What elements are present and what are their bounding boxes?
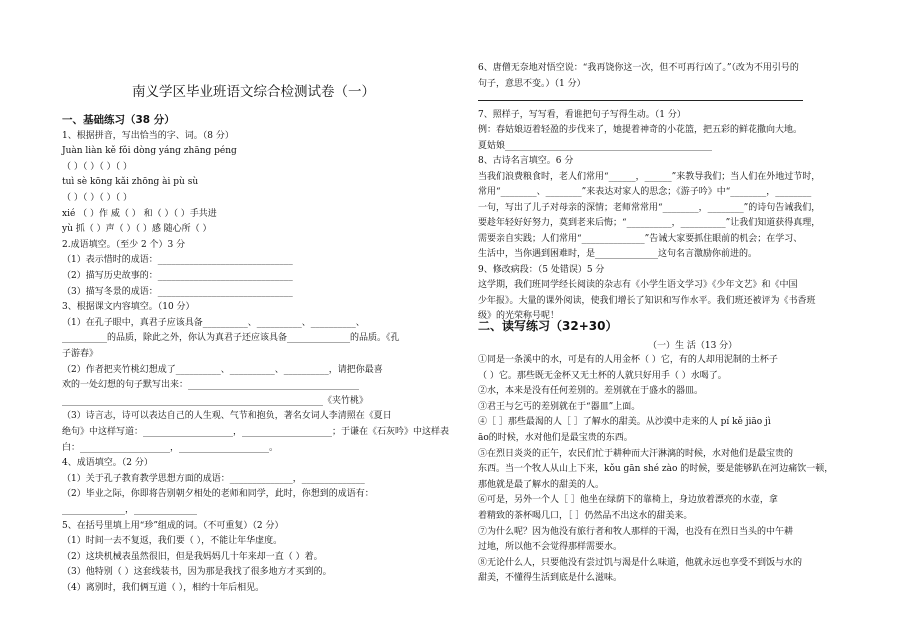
left-lines-line: （ ）（ ）（ ）（ ）	[62, 193, 132, 203]
left-lines-line: __________的品质，除此之外，你认为真君子还应该具备______________的品质。《孔	[62, 333, 400, 344]
left-lines-line: （1）关于孔子教育教学思想方面的成语：______________，______________	[62, 473, 365, 484]
left-lines-line: __________________________________________________________《夹竹桃》	[62, 395, 369, 406]
right-lines-line: 当我们浪费粮食时，老人们常用“______，______”来教导我们；当人们在外地过节时，	[478, 171, 821, 182]
right-lines-line: 一句，写出了儿子对母亲的深情；老师常常用“________，________”的诗句告诫我们，	[478, 202, 821, 213]
passage-lines-line: ⑧无论什么人，只要他没有尝过饥与渴是什么味道，他就永远也享受不到饭与水的	[478, 557, 803, 568]
left-lines-line: （1）在孔子眼中，真君子应该具备__________、__________、__________、	[62, 317, 365, 328]
passage-lines-line: ④［ ］那些最渴的人［ ］了解水的甜美。从沙漠中走来的人 pí kě jiāo jì	[478, 417, 771, 428]
passage-lines-line: ⑥可是，另外一个人［ ］他坐在绿荫下的靠椅上，身边放着漂亮的水壶，拿	[478, 495, 778, 506]
right-lines-line: 句子，意思不变。）（1 分）	[478, 78, 586, 89]
left-lines-line: tuì sè kōng kǎi zhōng ài pù sù	[62, 177, 199, 188]
passage-lines-line: ②水，本来是没有任何差别的。差别就在于盛水的器皿。	[478, 386, 704, 397]
right-lines-line: 6、唐僧无奈地对悟空说：“我再饶你这一次，但不可再行凶了。”（改为不用引号的	[478, 63, 799, 73]
answer-line-q6	[478, 100, 803, 101]
section-2-heading: 二、读写练习（32+30）	[478, 319, 618, 333]
right-lines-line: 生活中，当你遇到困难时，是______________这句名言激励你前进的。	[478, 249, 758, 259]
passage-lines-line: 那他就是最了解水的甜美的人。	[478, 479, 605, 490]
passage-lines-line: āo的时候，水对他们是最宝贵的东西。	[478, 433, 633, 443]
left-lines-line: （2）这块机械表虽然很旧，但是我妈妈几十年来却一直（ ）着。	[62, 551, 323, 562]
left-lines-line: （2）作者把夹竹桃幻想成了__________、__________、__________，请把你最喜	[62, 364, 383, 375]
left-lines-line: （3）诗言志，诗可以表达自己的人生观、气节和抱负，著名女词人李清照在《夏日	[62, 411, 392, 422]
left-lines-line: （1）时间一去不复返，我们要（ ），不能让年华虚度。	[62, 536, 283, 547]
left-lines-line: 欢的一处幻想的句子默写出来：______________________________________	[62, 380, 360, 391]
left-lines-line: 一、基础练习（38 分）	[62, 114, 175, 126]
left-lines-line: （3）他特别（ ）这套线装书，因为那是我找了很多地方才买到的。	[62, 567, 332, 578]
passage-lines-line: ⑤在烈日炎炎的正午，农民们忙于耕种而大汗淋漓的时候，水对他们是最宝贵的	[478, 448, 794, 459]
passage-title: （一）生 活（13 分）	[648, 341, 738, 351]
left-lines-line: （1）表示惜时的成语：______________________________	[62, 255, 293, 266]
left-lines-line: Juàn liàn kě fǒi dòng yáng zhāng péng	[62, 146, 237, 157]
left-lines-line: 3、根据课文内容填空。（10 分）	[62, 302, 195, 313]
left-lines-line: 5、在括号里填上用“珍”组成的词。（不可重复）（2 分）	[62, 520, 284, 531]
left-lines-line: （2）毕业之际，你即将告别朝夕相处的老师和同学，此时，你想到的成语有：	[62, 489, 374, 500]
passage-lines-line: ①同是一条溪中的水，可是有的人用金杯（ ）它，有的人却用泥制的土杯子	[478, 355, 778, 365]
right-lines-line: 9、修改病段：（5 处错误）5 分	[478, 264, 605, 275]
left-lines-line: 白：____________________，____________________。	[62, 442, 279, 453]
right-lines-line: 夏姑娘______________________________________________	[478, 140, 713, 151]
right-lines-line: 7、照样子，写写看，看谁把句子写得生动。（1 分）	[478, 109, 686, 120]
passage-lines-line: ⑦为什么呢？因为他没有旅行者和牧人那样的干渴，也没有在烈日当头的中午耕	[478, 526, 794, 537]
right-lines-line: 例：春姑娘迈着轻盈的步伐来了，她提着神奇的小花篮，把五彩的鲜花撒向大地。	[478, 125, 803, 135]
left-lines-line: xié （ ）作 威（ ） 和（ ）（ ）手共进	[62, 208, 217, 219]
right-lines-line: 级》的光荣称号呢！	[478, 311, 560, 321]
right-lines-line: 需要亲自实践；人们常用“______________”告诫大家要抓住眼前的机会；在学习、	[478, 233, 803, 244]
passage-lines-line: 过地，所以他不会觉得那样需要水。	[478, 542, 623, 553]
left-lines-line: 2.成语填空。（至少 2 个）3 分	[62, 239, 186, 250]
passage-lines-line: 着精致的茶杯喝几口，［ ］仍然品不出这水的甜美来。	[478, 511, 693, 521]
left-lines-line: （ ）（ ）（ ）（ ）	[62, 161, 132, 172]
right-lines-line: 常用“________、________”来表达对家人的思念；《游子吟》中“________，________	[478, 187, 812, 197]
passage-lines-line: 甜美，不懂得生活到底是什么滋味。	[478, 573, 623, 584]
left-lines-line: （2）描写历史故事的：______________________________	[62, 271, 293, 281]
right-lines-line: 少年报》。大量的课外阅读，使我们增长了知识和写作水平。我们班还被评为《书香班	[478, 295, 816, 306]
left-lines-line: yù 抓（ ）声（ ）（ ）感 随心所（ ）	[62, 224, 212, 235]
right-lines-line: 这学期，我们班同学经长阅读的杂志有《小学生语文学习》《少年文艺》和《中国	[478, 280, 798, 290]
passage-lines-line: ③君王与乞丐的差别就在于“器皿”上面。	[478, 401, 641, 412]
right-lines-line: 8、古诗名言填空。6 分	[478, 156, 574, 166]
right-lines-line: 要趁年轻好好努力，莫到老来后悔；“__________，__________”让我们知道获得真理，	[478, 218, 821, 228]
left-lines-line: 1、根据拼音，写出恰当的字、词。（8 分）	[62, 130, 234, 141]
left-lines-line: 绝句》中这样写道：____________________，____________________；于谦在《石灰吟》中这样表	[62, 427, 450, 437]
passage-lines-line: （ ）它。那些既无金杯又无土杯的人就只好用手（ ）水喝了。	[478, 370, 727, 381]
passage-lines-line: 东西。当一个牧人从山上下来，kǒu gān shé zào 的时候，要是能够趴在河边痛饮一顿，	[478, 464, 834, 475]
left-lines-line: （4）离别时，我们俩互道（ ），相约十年后相见。	[62, 583, 265, 593]
left-lines-line: 子游春》	[62, 349, 99, 359]
left-lines-line: ______________，______________	[62, 505, 198, 515]
left-lines-line: （3）描写冬景的成语：______________________________	[62, 286, 293, 297]
exam-title: 南义学区毕业班语文综合检测试卷（一）	[132, 84, 375, 100]
left-lines-line: 4、成语填空。（2 分）	[62, 458, 153, 469]
